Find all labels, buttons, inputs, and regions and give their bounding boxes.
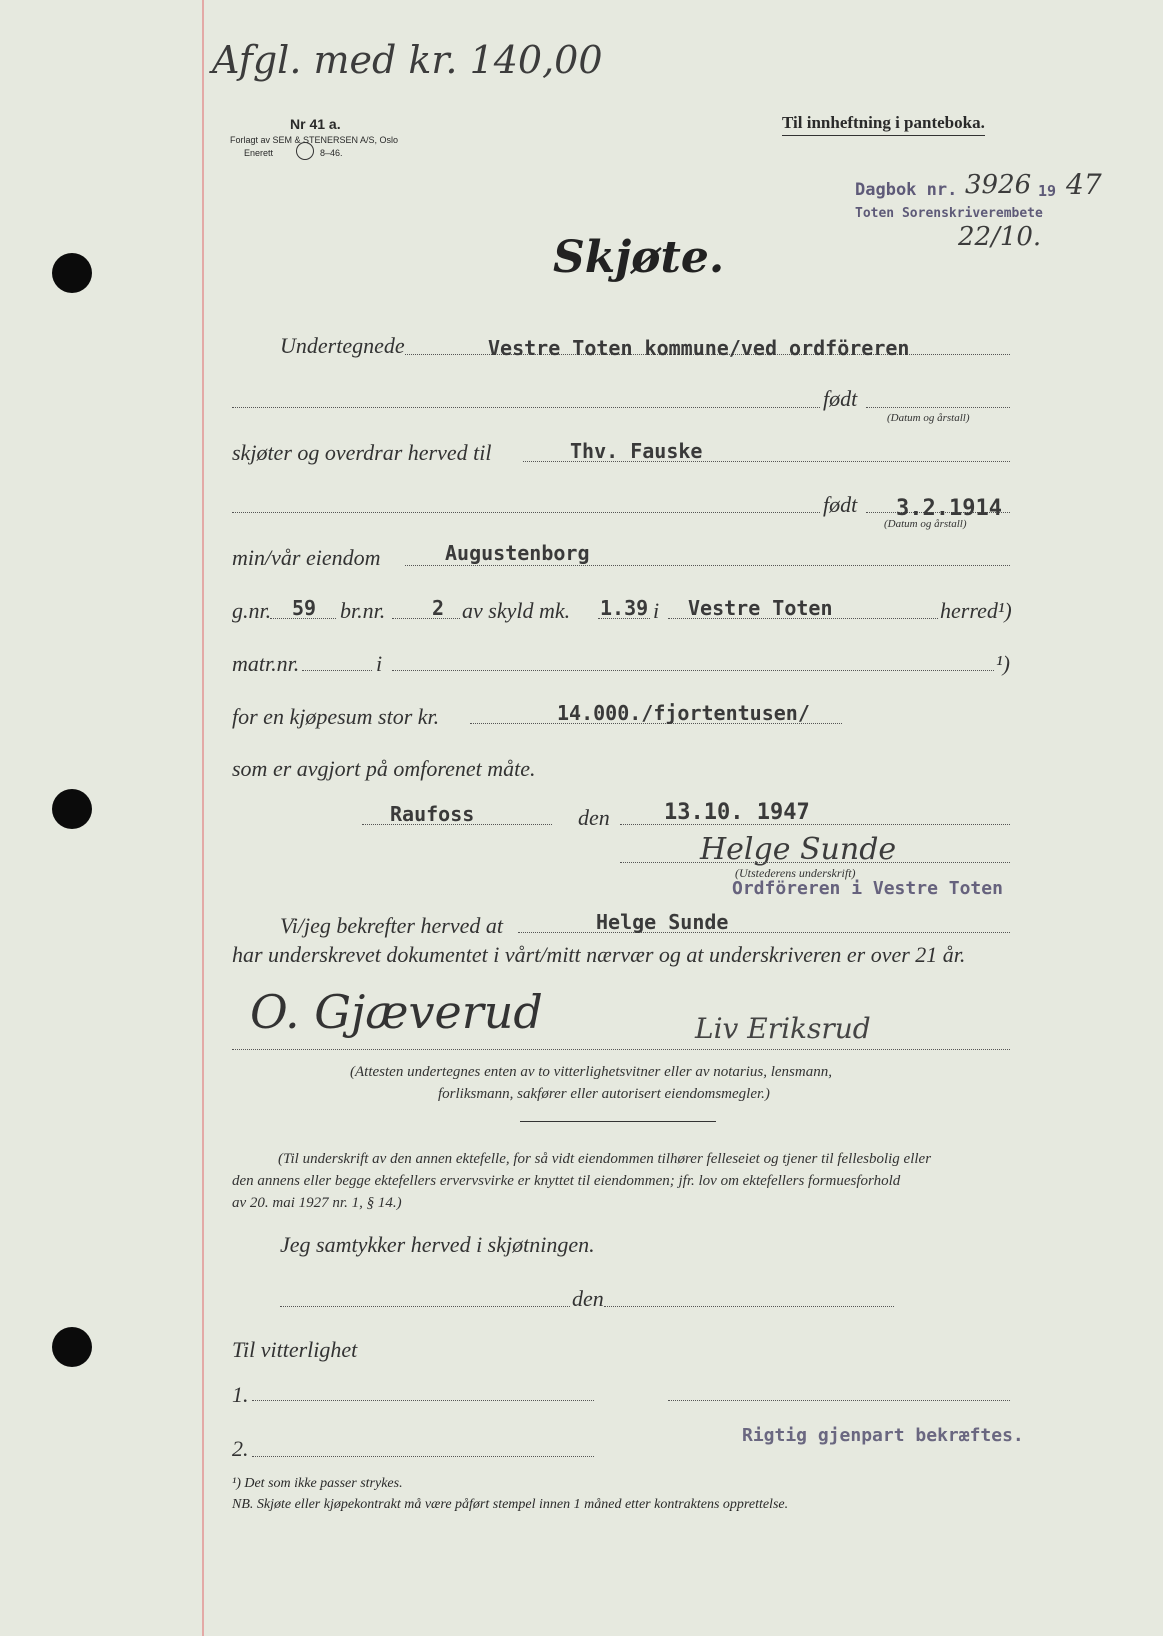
publisher-rights: Enerett — [244, 148, 274, 158]
utsteder-note: (Utstederens underskrift) — [735, 866, 856, 880]
header-right: Til innheftning i panteboka. — [782, 113, 985, 136]
spouse-note-3: av 20. mai 1927 nr. 1, § 14.) — [232, 1195, 402, 1211]
seller-signature: Helge Sunde — [700, 832, 897, 867]
document-title: Skjøte. — [553, 232, 725, 283]
spouse-den-label: den — [572, 1286, 604, 1311]
purchase-price: 14.000./fjortentusen/ — [557, 701, 810, 725]
skyld-value: 1.39 — [600, 596, 649, 620]
publisher-logo — [296, 142, 314, 160]
stamp-date: 22/10. — [958, 222, 1042, 252]
dagbok-year-prefix: 19 — [1038, 182, 1057, 200]
signing-place: Raufoss — [390, 802, 475, 826]
punch-hole-middle — [52, 789, 92, 829]
skyld-label: av skyld mk. — [462, 598, 571, 623]
witness-signature-2: Liv Eriksrud — [695, 1012, 871, 1045]
witness-signature-1: O. Gjæverud — [250, 985, 543, 1039]
den-label: den — [578, 805, 610, 830]
office-stamp: Toten Sorenskriverembete — [855, 206, 1043, 221]
buyer-name: Thv. Fauske — [570, 439, 703, 463]
witness-line-1-number: 1. — [232, 1382, 249, 1407]
dagbok-number: 3926 — [965, 170, 1032, 200]
matr-i-label: i — [376, 651, 383, 676]
signing-date: 13.10. 1947 — [664, 800, 810, 825]
brnr-label: br.nr. — [340, 598, 386, 623]
footnote-2: NB. Skjøte eller kjøpekontrakt må være påført stempel innen 1 måned etter kontraktens opprettelse. — [232, 1497, 789, 1512]
witness-confirm-label: Vi/jeg bekrefter herved at — [280, 913, 503, 938]
vitterlighet-label: Til vitterlighet — [232, 1337, 358, 1362]
herred-label: herred¹) — [940, 598, 1012, 623]
undertegnede-label: Undertegnede — [280, 333, 405, 358]
matr-note: ¹) — [996, 651, 1010, 676]
spouse-consent: Jeg samtykker herved i skjøtningen. — [280, 1232, 595, 1257]
property-name: Augustenborg — [445, 541, 590, 565]
herred-value: Vestre Toten — [688, 596, 833, 620]
matr-label: matr.nr. — [232, 651, 300, 676]
kjopesum-label: for en kjøpesum stor kr. — [232, 704, 440, 729]
fodt-label-1: født — [823, 386, 858, 411]
fodt-label-2: født — [823, 492, 858, 517]
seller-name: Vestre Toten kommune/ved ordföreren — [488, 336, 910, 360]
witness-line-2-number: 2. — [232, 1436, 249, 1461]
seller-title-stamp: Ordföreren i Vestre Toten — [732, 878, 1003, 899]
punch-hole-bottom — [52, 1327, 92, 1367]
dagbok-year: 47 — [1066, 168, 1102, 201]
spouse-note-1: (Til underskrift av den annen ektefelle, for så vidt eiendommen tilhører felleseiet og tjener til fellesbolig eller — [278, 1151, 932, 1167]
punch-hole-top — [52, 253, 92, 293]
buyer-birth: 3.2.1914 — [896, 496, 1002, 521]
brnr-value: 2 — [432, 596, 445, 620]
margin-line — [202, 0, 204, 1636]
witness-statement: har underskrevet dokumentet i vårt/mitt nærvær og at underskriveren er over 21 år. — [232, 942, 966, 967]
gnr-value: 59 — [292, 596, 317, 620]
copy-confirmation-stamp: Rigtig gjenpart bekræftes. — [742, 1425, 1024, 1446]
form-number: Nr 41 a. — [290, 116, 341, 132]
dagbok-label: Dagbok nr. — [855, 180, 958, 200]
gnr-label: g.nr. — [232, 598, 272, 623]
fee-annotation: Afgl. med kr. 140,00 — [212, 38, 603, 82]
witness-confirm-name: Helge Sunde — [596, 910, 729, 934]
skjoter-label: skjøter og overdrar herved til — [232, 440, 492, 465]
attest-note-1: (Attesten undertegnes enten av to vitterlighetsvitner eller av notarius, lensmann, — [350, 1064, 832, 1080]
datum-note-2: (Datum og årstall) — [884, 518, 967, 530]
publisher-line: Forlagt av SEM & STENERSEN A/S, Oslo — [230, 135, 399, 145]
avgjort-text: som er avgjort på omforenet måte. — [232, 756, 536, 781]
herred-i-label: i — [653, 598, 660, 623]
eiendom-label: min/vår eiendom — [232, 545, 381, 570]
datum-note-1: (Datum og årstall) — [887, 412, 970, 424]
attest-note-2: forliksmann, sakfører eller autorisert eiendomsmegler.) — [438, 1086, 770, 1102]
publisher-date: 8–46. — [320, 148, 343, 158]
footnote-1: ¹) Det som ikke passer strykes. — [232, 1476, 403, 1491]
separator-line — [520, 1121, 716, 1122]
spouse-note-2: den annens eller begge ektefellers ervervsvirke er knyttet til eiendommen; jfr. lov om ektefellers formuesforhold — [232, 1173, 901, 1189]
